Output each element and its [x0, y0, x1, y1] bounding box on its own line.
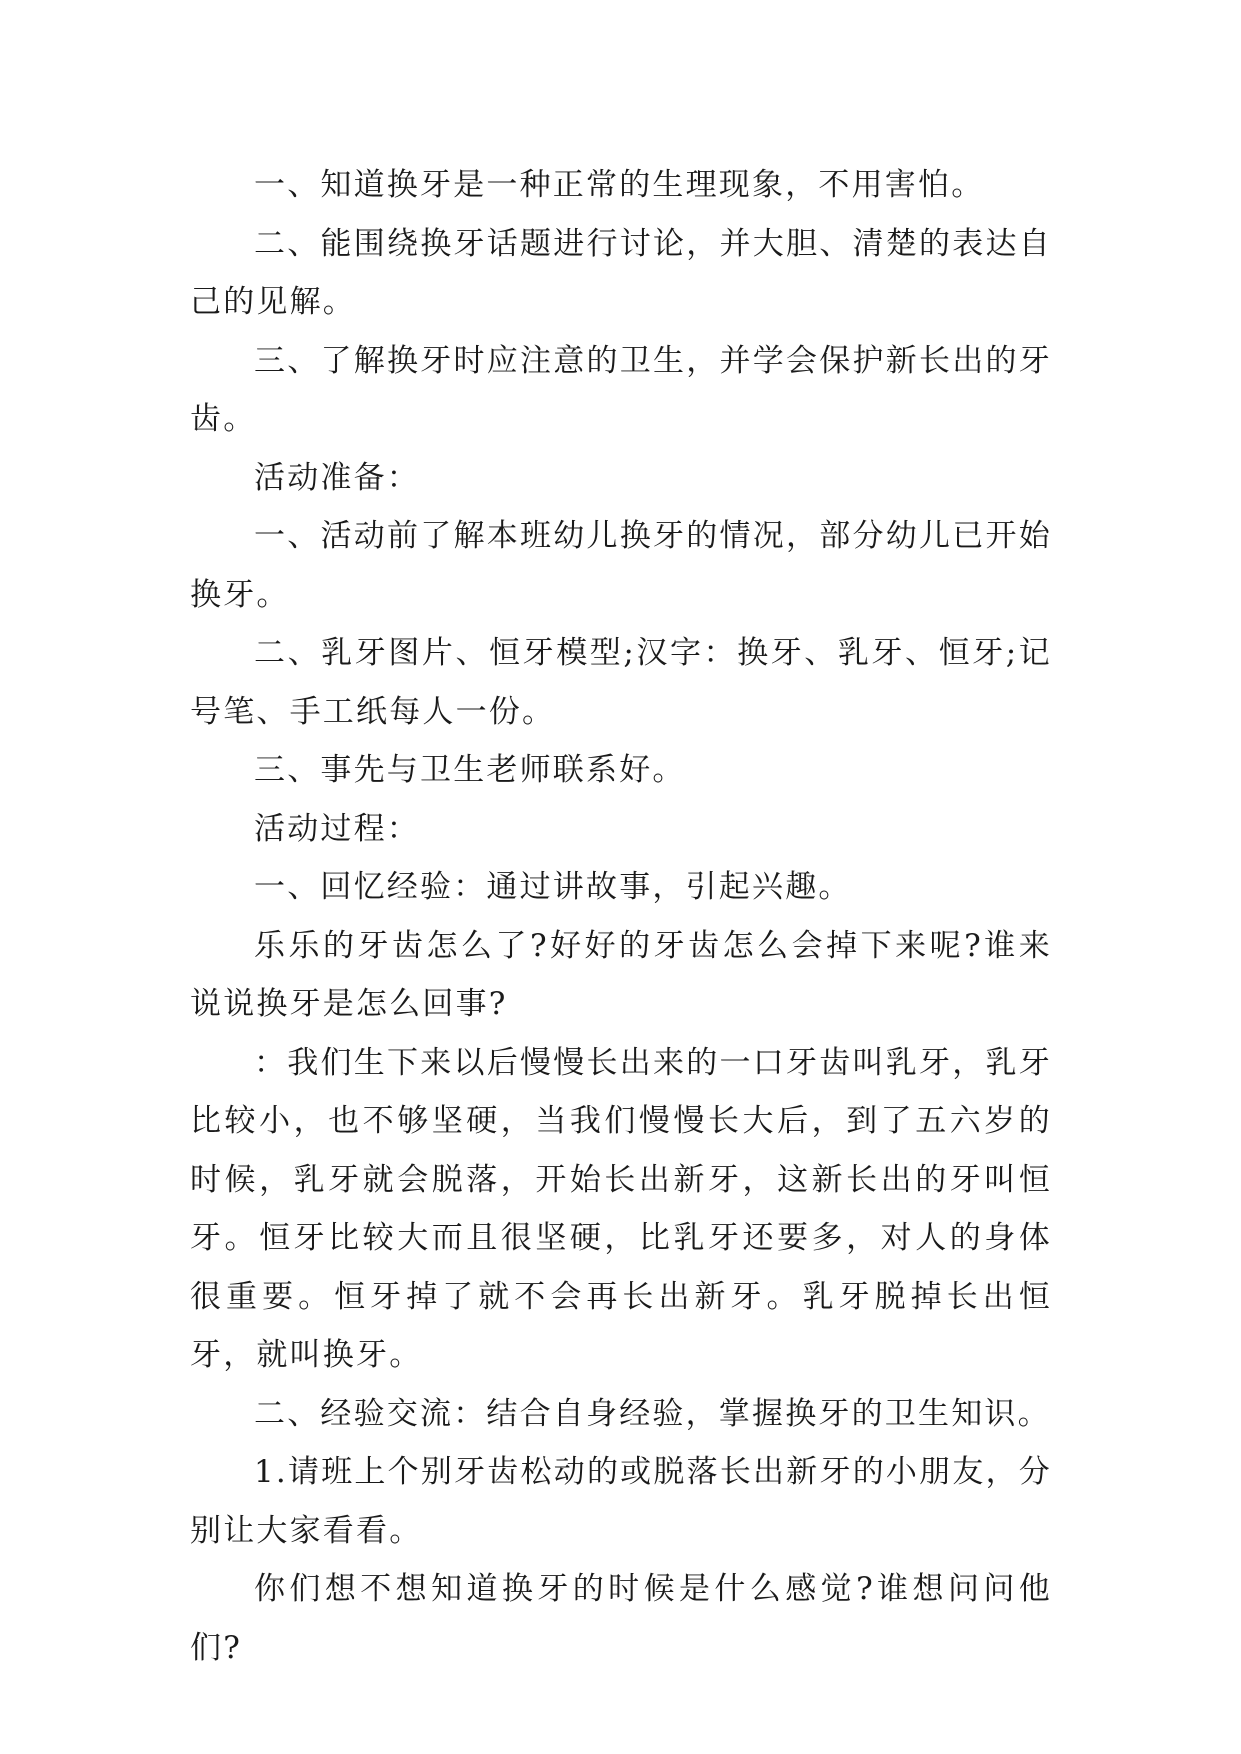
paragraph-goal-2: 二、能围绕换牙话题进行讨论，并大胆、清楚的表达自己的见解。 [190, 225, 1052, 320]
paragraph-question: 你们想不想知道换牙的时候是什么感觉?谁想问问他们? [190, 1571, 1052, 1666]
paragraph-preparation-2: 二、乳牙图片、恒牙模型;汉字：换牙、乳牙、恒牙;记号笔、手工纸每人一份。 [190, 635, 1052, 730]
paragraph-step-1: 1.请班上个别牙齿松动的或脱落长出新牙的小朋友，分别让大家看看。 [190, 1454, 1052, 1549]
document-body [190, 156, 1052, 1677]
paragraph-process-1: 一、回忆经验：通过讲故事，引起兴趣。 [254, 869, 852, 905]
section-heading-process: 活动过程： [254, 810, 420, 847]
paragraph-preparation-3: 三、事先与卫生老师联系好。 [254, 752, 686, 788]
section-heading-preparation: 活动准备： [254, 459, 420, 496]
paragraph-story-question: 乐乐的牙齿怎么了?好好的牙齿怎么会掉下来呢?谁来说说换牙是怎么回事? [190, 927, 1052, 1022]
paragraph-preparation-1: 一、活动前了解本班幼儿换牙的情况，部分幼儿已开始换牙。 [190, 518, 1052, 613]
paragraph-goal-1: 一、知道换牙是一种正常的生理现象，不用害怕。 [254, 167, 985, 203]
paragraph-process-2: 二、经验交流：结合自身经验，掌握换牙的卫生知识。 [254, 1395, 1051, 1432]
paragraph-goal-3: 三、了解换牙时应注意的卫生，并学会保护新长出的牙齿。 [190, 342, 1052, 437]
paragraph-explanation: ：我们生下来以后慢慢长出来的一口牙齿叫乳牙，乳牙比较小，也不够坚硬，当我们慢慢长大后，到了五六岁的时候，乳牙就会脱落，开始长出新牙，这新长出的牙叫恒牙。恒牙比较大而且很坚硬，比乳牙还要多，对人的身体很重要。恒牙掉了就不会再长出新牙。乳牙脱掉长出恒牙，就叫换牙。 [190, 1044, 1052, 1373]
